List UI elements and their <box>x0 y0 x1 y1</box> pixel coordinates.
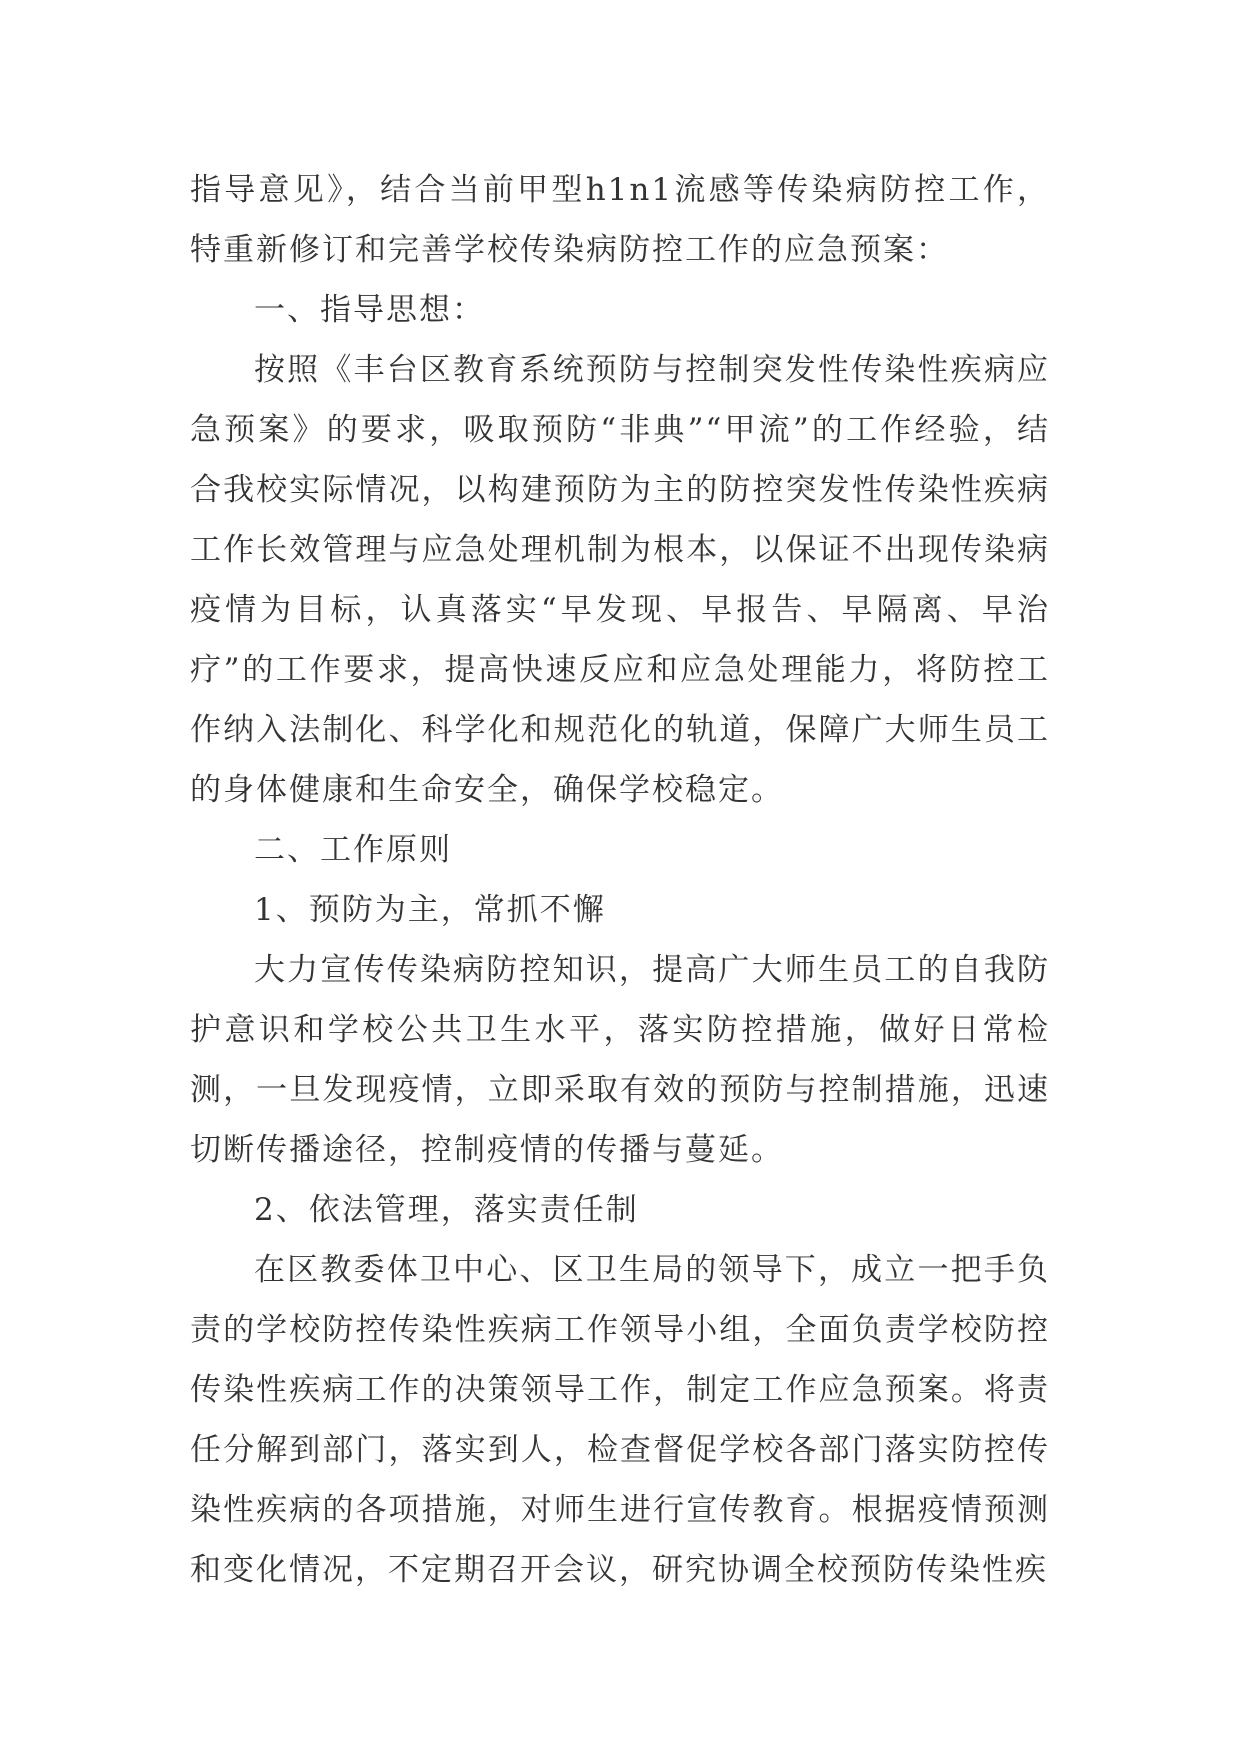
heading-guiding-ideology: 一、指导思想： <box>254 292 485 328</box>
paragraph-prevention-first: 大力宣传传染病防控知识，提高广大师生员工的自我防护意识和学校公共卫生水平，落实防控措施，做好日常检测，一旦发现疫情，立即采取有效的预防与控制措施，迅速切断传播途径，控制疫情的传播与蔓延。 <box>190 952 1050 1168</box>
subheading-prevention-first: 1、预防为主，常抓不懈 <box>254 892 606 928</box>
paragraph-guiding-ideology: 按照《丰台区教育系统预防与控制突发性传染性疾病应急预案》的要求，吸取预防“非典”“甲流”的工作经验，结合我校实际情况，以构建预防为主的防控突发性传染性疾病工作长效管理与应急处理机制为根本，以保证不出现传染病疫情为目标，认真落实“早发现、早报告、早隔离、早治疗”的工作要求，提高快速反应和应急处理能力，将防控工作纳入法制化、科学化和规范化的轨道，保障广大师生员工的身体健康和生命安全，确保学校稳定。 <box>190 352 1050 808</box>
heading-working-principles: 二、工作原则 <box>254 832 452 868</box>
subheading-legal-management: 2、依法管理，落实责任制 <box>254 1192 639 1228</box>
document-body <box>190 160 1050 1600</box>
paragraph-legal-management: 在区教委体卫中心、区卫生局的领导下，成立一把手负责的学校防控传染性疾病工作领导小组，全面负责学校防控传染性疾病工作的决策领导工作，制定工作应急预案。将责任分解到部门，落实到人，检查督促学校各部门落实防控传染性疾病的各项措施，对师生进行宣传教育。根据疫情预测和变化情况，不定期召开会议，研究协调全校预防传染性疾 <box>190 1252 1050 1588</box>
paragraph-intro: 指导意见》，结合当前甲型h1n1流感等传染病防控工作，特重新修订和完善学校传染病防控工作的应急预案： <box>190 172 1050 268</box>
